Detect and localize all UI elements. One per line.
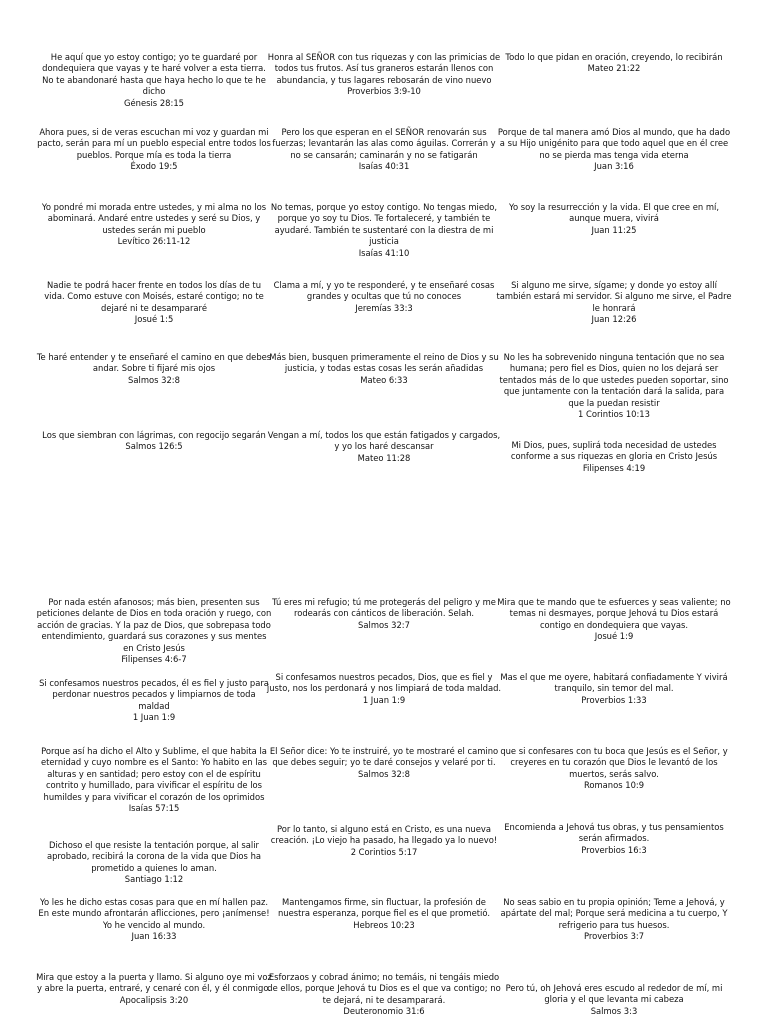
verse-card [36, 52, 272, 109]
verse-reference: Juan 11:25 [591, 224, 637, 235]
verse-text: Vengan a mí, todos los que están fatigados y cargados, y yo los haré descansar [267, 430, 501, 452]
verse-text: Mira que te mando que te esfuerces y seas valiente; no temas ni desmayes, porque Jehová tu Dios estará contigo en dondequiera que vayas. [497, 597, 731, 630]
verse-reference: Josué 1:9 [594, 631, 634, 642]
verse-card [266, 127, 502, 173]
verse-card [36, 897, 272, 943]
verse-card [36, 430, 272, 453]
verse-card [496, 127, 732, 173]
verse-card [266, 972, 502, 1018]
verse-reference: Proverbios 16:3 [581, 844, 647, 855]
verse-reference: Juan 12:26 [591, 314, 637, 325]
verse-text: Si confesamos nuestros pecados, Dios, que es fiel y justo, nos los perdonará y nos limpiará de toda maldad. [266, 672, 502, 694]
verse-reference: Proverbios 3:9-10 [347, 86, 421, 97]
verse-text: No temas, porque yo estoy contigo. No tengas miedo, porque yo soy tu Dios. Te fortaleceré, y también te ayudaré. También te sustentaré con la diestra de mi justicia [270, 202, 498, 247]
verse-text: Si alguno me sirve, sígame; y donde yo estoy allí también estará mi servidor. Si alguno me sirve, el Padre le honrará [496, 280, 732, 313]
verse-card [496, 672, 732, 706]
verse-text: El Señor dice: Yo te instruiré, yo te mostraré el camino que debes seguir; yo te daré consejos y velaré por ti. [269, 746, 499, 768]
verse-text: Por nada estén afanosos; más bien, presenten sus peticiones delante de Dios en toda oración y ruego, con acción de gracias. Y la paz de Dios, que sobrepasa todo entendimiento, guardará sus corazones y sus mentes en Cristo Jesús [36, 597, 272, 653]
verse-text: Porque así ha dicho el Alto y Sublime, el que habita la eternidad y cuyo nombre es el Santo: Yo habito en las alturas y en santidad; pero estoy con el de espíritu contrito y humillado, para vivificar el espíritu de los humildes y para vivificar el corazón de los oprimidos [40, 746, 268, 802]
verse-text: Clama a mí, y yo te responderé, y te enseñaré cosas grandes y ocultas que tú no conoces [273, 280, 495, 302]
verse-reference: Proverbios 3:7 [583, 931, 645, 942]
verse-text: Te haré entender y te enseñaré el camino en que debes andar. Sobre ti fijaré mis ojos [36, 352, 272, 374]
verse-card [496, 52, 732, 75]
verse-reference: 2 Corintios 5:17 [350, 846, 418, 857]
verse-card [36, 352, 272, 386]
verse-reference: Filipenses 4:19 [582, 462, 646, 473]
verse-card [266, 597, 502, 631]
verse-reference: Filipenses 4:6-7 [121, 654, 187, 665]
verse-reference: Mateo 6:33 [360, 374, 408, 385]
verse-card [496, 202, 732, 236]
verse-card [496, 597, 732, 643]
verse-card [36, 127, 272, 173]
verse-text: Pero tú, oh Jehová eres escudo al rededor de mí, mi gloria y el que levanta mi cabeza [505, 983, 723, 1005]
verse-card [36, 280, 272, 326]
verse-reference: Isaías 57:15 [128, 803, 180, 814]
verse-card [36, 840, 272, 886]
verse-card [36, 678, 272, 724]
verse-reference: Deuteronomio 31:6 [343, 1006, 425, 1017]
verse-reference: 1 Corintios 10:13 [578, 409, 650, 420]
verse-reference: Josué 1:5 [134, 314, 174, 325]
verse-card [266, 672, 502, 706]
verse-card [496, 983, 732, 1017]
verse-text: Más bien, busquen primeramente el reino de Dios y su justicia, y todas estas cosas les serán añadidas [269, 352, 499, 374]
verse-text: He aquí que yo estoy contigo; yo te guardaré por dondequiera que vayas y te haré volver a esta tierra. No te abandonaré hasta que haya hecho lo que te he dicho [42, 52, 266, 97]
verse-card [266, 897, 502, 931]
verse-reference: Apocalipsis 3:20 [119, 994, 189, 1005]
verse-text: que si confesares con tu boca que Jesús es el Señor, y creyeres en tu corazón que Dios le levantó de los muertos, serás salvo. [500, 746, 728, 779]
verse-text: Dichoso el que resiste la tentación porque, al salir aprobado, recibirá la corona de la vida que Dios ha prometido a quienes lo aman. [46, 840, 262, 873]
verse-text: Por lo tanto, si alguno está en Cristo, es una nueva creación. ¡Lo viejo ha pasado, ha llegado ya lo nuevo! [270, 824, 498, 846]
verse-text: Nadie te podrá hacer frente en todos los días de tu vida. Como estuve con Moisés, estaré contigo; no te dejaré ni te desampararé [44, 280, 264, 313]
verse-text: No seas sabio en tu propia opinión; Teme a Jehová, y apártate del mal; Porque será medicina a tu cuerpo, Y refrigerio para tus huesos. [500, 897, 728, 930]
verse-reference: Salmos 32:7 [358, 619, 410, 630]
verse-text: Yo les he dicho estas cosas para que en mí hallen paz. En este mundo afrontarán aflicciones, pero ¡anímense! Yo he vencido al mundo. [38, 897, 270, 930]
verse-text: Mira que estoy a la puerta y llamo. Si alguno oye mi voz y abre la puerta, entraré, y cenaré con él, y él conmigo. [36, 972, 272, 994]
verse-reference: Salmos 32:8 [128, 374, 180, 385]
verse-card [496, 352, 732, 420]
verse-text: Si confesamos nuestros pecados, él es fiel y justo para perdonar nuestros pecados y limpiarnos de toda maldad [39, 678, 269, 711]
verse-text: Mantengamos firme, sin fluctuar, la profesión de nuestra esperanza, porque fiel es el que prometió. [278, 897, 490, 919]
verse-text: Yo pondré mi morada entre ustedes, y mi alma no los abominará. Andaré entre ustedes y seré su Dios, y ustedes serán mi pueblo [41, 202, 267, 235]
verse-card [266, 202, 502, 259]
verse-card [36, 202, 272, 248]
verse-text: Honra al SEÑOR con tus riquezas y con las primicias de todos tus frutos. Así tus graneros estarán llenos con abundancia, y tus lagares rebosarán de vino nuevo [267, 52, 501, 85]
verse-reference: Génesis 28:15 [124, 97, 184, 108]
verse-reference: Hebreos 10:23 [353, 919, 415, 930]
verse-card [36, 746, 272, 814]
verse-reference: Isaías 40:31 [358, 161, 410, 172]
verse-reference: Jeremías 33:3 [355, 302, 413, 313]
verse-reference: Mateo 21:22 [587, 63, 641, 74]
verse-card [36, 597, 272, 665]
verse-reference: Salmos 32:8 [358, 768, 410, 779]
verse-reference: Juan 3:16 [594, 161, 634, 172]
verse-text: Tú eres mi refugio; tú me protegerás del peligro y me rodearás con cánticos de liberación. Selah. [272, 597, 496, 619]
verse-reference: Mateo 11:28 [357, 452, 411, 463]
verse-reference: Levítico 26:11-12 [117, 236, 191, 247]
verse-text: Esforzaos y cobrad ánimo; no temáis, ni tengáis miedo de ellos, porque Jehová tu Dios es el que va contigo; no te dejará, ni te desamparará. [267, 972, 501, 1005]
verse-reference: Éxodo 19:5 [130, 161, 178, 172]
verse-card [496, 440, 732, 474]
verse-text: No les ha sobrevenido ninguna tentación que no sea humana; pero fiel es Dios, quien no los dejará ser tentados más de lo que ustedes pueden soportar, sino que juntamente con la tentación dará la salida, para que la puedan resistir [499, 352, 729, 408]
verse-reference: Juan 16:33 [131, 931, 177, 942]
verse-card [36, 972, 272, 1006]
verse-text: Mas el que me oyere, habitará confiadamente Y vivirá tranquilo, sin temor del mal. [500, 672, 728, 694]
verse-reference: 1 Juan 1:9 [362, 694, 406, 705]
verse-reference: Romanos 10:9 [583, 780, 645, 791]
verse-card [266, 430, 502, 464]
verse-card [266, 746, 502, 780]
verse-card [266, 824, 502, 858]
verse-reference: Proverbios 1:33 [581, 694, 647, 705]
verse-card [496, 746, 732, 792]
verse-card [496, 897, 732, 943]
verse-card [496, 822, 732, 856]
verse-reference: Salmos 126:5 [125, 441, 183, 452]
verse-text: Los que siembran con lágrimas, con regocijo segarán [42, 430, 266, 440]
verse-reference: Isaías 41:10 [358, 247, 410, 258]
verse-text: Yo soy la resurrección y la vida. El que cree en mí, aunque muera, vivirá [508, 202, 720, 224]
verse-text: Encomienda a Jehová tus obras, y tus pensamientos serán afirmados. [504, 822, 724, 844]
verse-reference: Salmos 3:3 [590, 1005, 638, 1016]
verse-card [266, 280, 502, 314]
verse-reference: Santiago 1:12 [124, 874, 184, 885]
verse-text: Mi Dios, pues, suplirá toda necesidad de ustedes conforme a sus riquezas en gloria en Cristo Jesús [510, 440, 718, 462]
verse-card [496, 280, 732, 326]
verse-text: Pero los que esperan en el SEÑOR renovarán sus fuerzas; levantarán las alas como águilas. Correrán y no se cansarán; caminarán y no se fatigarán [272, 127, 496, 160]
verse-reference: 1 Juan 1:9 [132, 712, 176, 723]
verse-card [266, 52, 502, 98]
verse-text: Porque de tal manera amó Dios al mundo, que ha dado a su Hijo unigénito para que todo aquel que en él cree no se pierda mas tenga vida eterna [497, 127, 731, 160]
verse-text: Ahora pues, si de veras escuchan mi voz y guardan mi pacto, serán para mí un pueblo especial entre todos los pueblos. Porque mía es toda la tierra [37, 127, 271, 160]
verse-text: Todo lo que pidan en oración, creyendo, lo recibirán [505, 52, 723, 62]
verse-card [266, 352, 502, 386]
